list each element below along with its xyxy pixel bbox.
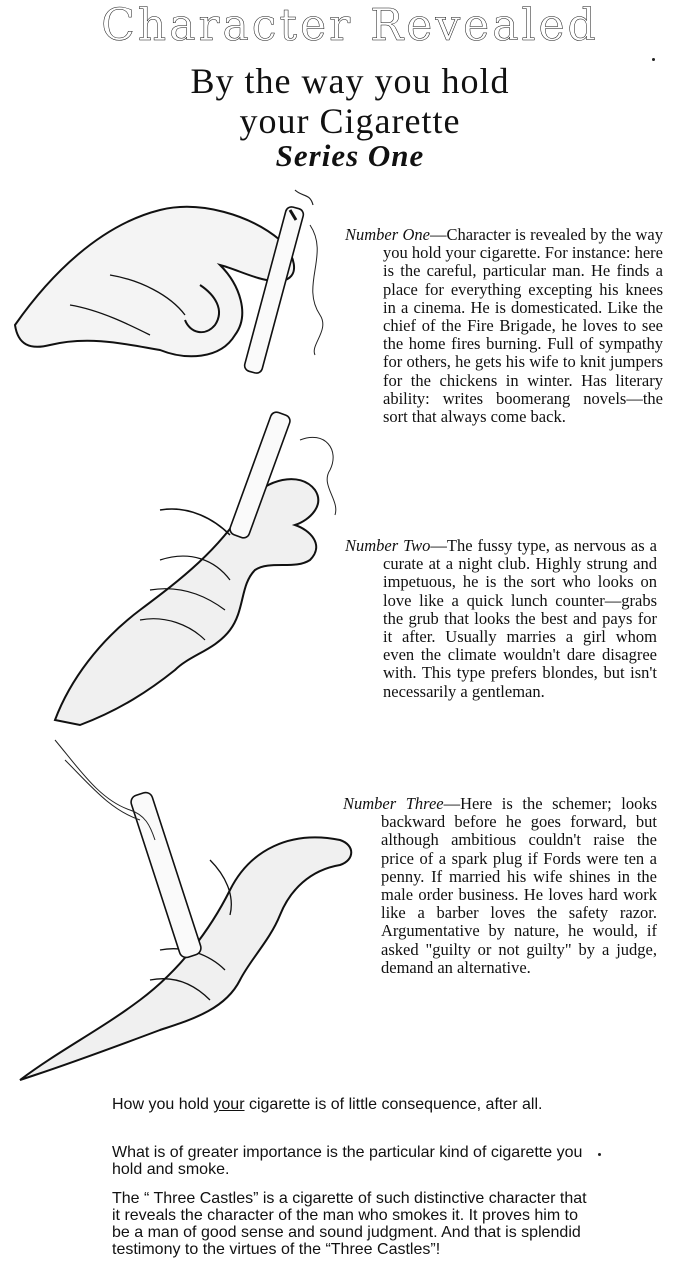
hand-holding-cigarette-illustration-1 xyxy=(10,185,360,405)
footer-paragraph-2: What is of greater importance is the particular kind of cigarette you hold and smoke. xyxy=(112,1144,583,1178)
footer-emphasis: your xyxy=(213,1096,245,1113)
entry-number-two xyxy=(345,537,657,701)
footer-paragraph-1 xyxy=(112,1096,590,1113)
hand-holding-cigarette-illustration-2 xyxy=(40,410,360,730)
footer-text: How you hold xyxy=(112,1096,214,1113)
entry-number-three xyxy=(343,795,657,977)
print-speck xyxy=(598,1153,601,1156)
footer-paragraph-3: The “ Three Castles” is a cigarette of such distinctive character that it reveals the character of the man who smokes it. It proves him to be a man of good sense and sound judgment. And that is splendid testimony to the virtues of the “Three Castles”! xyxy=(112,1190,587,1258)
entry-text: —The fussy type, as nervous as a curate at a night club. Highly strung and impetuous, he is the sort who looks on love like a quick lunch counter—grabs the grub that looks the best and pays for it after. Usually marries a girl whom even the climate wouldn't dare disagree with. This type prefers blondes, but isn't necessarily a gentleman. xyxy=(383,536,658,701)
entry-text: —Here is the schemer; looks backward before he goes forward, but although ambitious couldn't raise the price of a spark plug if Fords were ten a penny. If married his wife shines in the male order business. He loves hard work like a barber loves the safety razor. Argumentative by nature, he would, if asked "guilty or not guilty" by a judge, demand an alternative. xyxy=(381,794,657,977)
headline-title: Character Revealed xyxy=(101,0,599,51)
footer-text: cigarette is of little consequence, after all. xyxy=(244,1096,543,1113)
headline-subtitle-line1: By the way you hold xyxy=(190,61,510,101)
print-speck xyxy=(652,58,655,61)
headline-subtitle-line2: your Cigarette xyxy=(239,101,461,141)
hand-holding-cigarette-illustration-3 xyxy=(10,730,360,1100)
entry-number-one xyxy=(345,226,663,426)
entry-text: —Character is revealed by the way you hold your cigarette. For instance: here is the careful, particular man. He finds a place for everything excepting his knees in a cinema. He is domesticated. Like the chief of the Fire Brigade, he loves to see the home fires burning. Full of sympathy for others, he gets his wife to knit jumpers for the chickens in winter. Has literary ability: writes boomerang novels—the sort that always come back. xyxy=(383,225,663,427)
series-label: Series One xyxy=(275,138,425,173)
entry-label: Number One xyxy=(345,225,430,244)
entry-label: Number Two xyxy=(345,536,431,555)
entry-label: Number Three xyxy=(343,794,444,813)
